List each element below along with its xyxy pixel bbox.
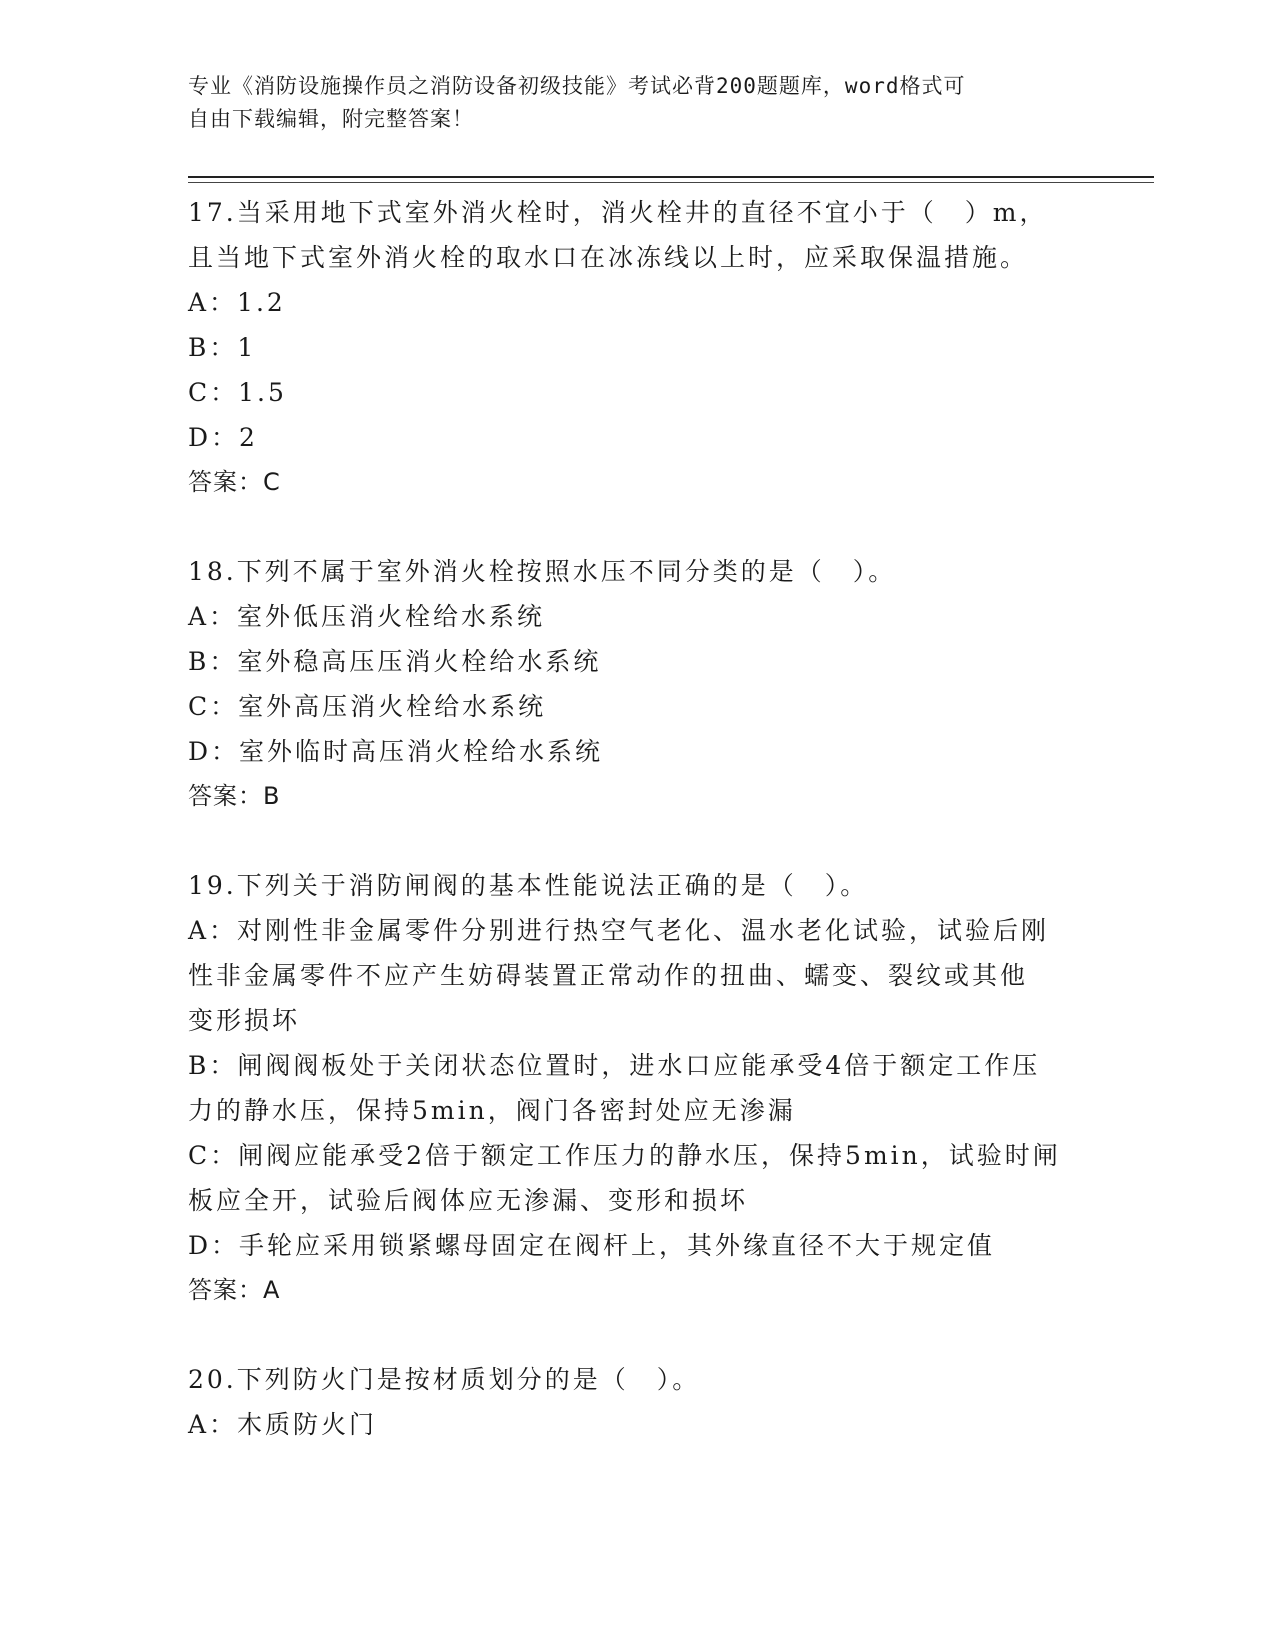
answer-option-line: 板应全开，试验后阀体应无渗漏、变形和损坏 <box>188 1186 749 1215</box>
answer-option-line: C：闸阀应能承受2倍于额定工作压力的静水压，保持5min，试验时闸 <box>188 1141 1061 1170</box>
answer-option <box>188 1133 1088 1223</box>
question-stem-line: 18.下列不属于室外消火栓按照水压不同分类的是（ ）。 <box>188 557 897 586</box>
answer-option-line: D：室外临时高压消火栓给水系统 <box>188 737 604 766</box>
answer-key: 答案：A <box>188 1276 281 1304</box>
answer-key: 答案：C <box>188 468 281 496</box>
question-stem <box>188 1357 1088 1402</box>
answer-option-line: 力的静水压，保持5min，阀门各密封处应无渗漏 <box>188 1096 796 1125</box>
answer-option <box>188 370 1088 415</box>
answer-option <box>188 729 1088 774</box>
document-header <box>188 70 1068 136</box>
answer-option <box>188 639 1088 684</box>
question-20 <box>188 1357 1088 1447</box>
question-stem-line: 17.当采用地下式室外消火栓时，消火栓井的直径不宜小于（ ）m， <box>188 198 1048 227</box>
answer-option-line: C：室外高压消火栓给水系统 <box>188 692 547 721</box>
answer-option-line: A：室外低压消火栓给水系统 <box>188 602 546 631</box>
answer-option-line: B：闸阀阀板处于关闭状态位置时，进水口应能承受4倍于额定工作压 <box>188 1051 1041 1080</box>
answer-option-line: D：2 <box>188 423 258 452</box>
question-list <box>188 190 1088 1491</box>
header-divider-thin <box>188 182 1154 183</box>
question-stem-line: 且当地下式室外消火栓的取水口在冰冻线以上时，应采取保温措施。 <box>188 243 1029 272</box>
question-stem <box>188 190 1088 280</box>
answer-option <box>188 415 1088 460</box>
answer-option-line: A：1.2 <box>188 288 286 317</box>
header-line-2: 自由下载编辑，附完整答案！ <box>188 107 474 131</box>
answer-option <box>188 1223 1088 1268</box>
answer-option-line: 变形损坏 <box>188 1006 301 1035</box>
answer-option-line: A：对刚性非金属零件分别进行热空气老化、温水老化试验，试验后刚 <box>188 916 1050 945</box>
question-stem <box>188 549 1088 594</box>
answer-option <box>188 684 1088 729</box>
answer-option <box>188 908 1088 1043</box>
header-divider-thick <box>188 176 1154 178</box>
question-stem <box>188 863 1088 908</box>
answer-option <box>188 1043 1088 1133</box>
answer-option-line: B：1 <box>188 333 257 362</box>
answer-option <box>188 1402 1088 1447</box>
header-line-1: 专业《消防设施操作员之消防设备初级技能》考试必背200题题库，word格式可 <box>188 74 966 98</box>
answer-key: 答案：B <box>188 782 281 810</box>
answer-option-line: C：1.5 <box>188 378 287 407</box>
answer-option <box>188 280 1088 325</box>
answer-option-line: A：木质防火门 <box>188 1410 378 1439</box>
question-18 <box>188 549 1088 819</box>
question-19 <box>188 863 1088 1313</box>
answer-option-line: 性非金属零件不应产生妨碍装置正常动作的扭曲、蠕变、裂纹或其他 <box>188 961 1029 990</box>
question-stem-line: 19.下列关于消防闸阀的基本性能说法正确的是（ ）。 <box>188 871 869 900</box>
answer-option <box>188 325 1088 370</box>
question-stem-line: 20.下列防火门是按材质划分的是（ ）。 <box>188 1365 701 1394</box>
answer-option-line: B：室外稳高压压消火栓给水系统 <box>188 647 602 676</box>
answer-option-line: D：手轮应采用锁紧螺母固定在阀杆上，其外缘直径不大于规定值 <box>188 1231 996 1260</box>
question-17 <box>188 190 1088 505</box>
answer-option <box>188 594 1088 639</box>
